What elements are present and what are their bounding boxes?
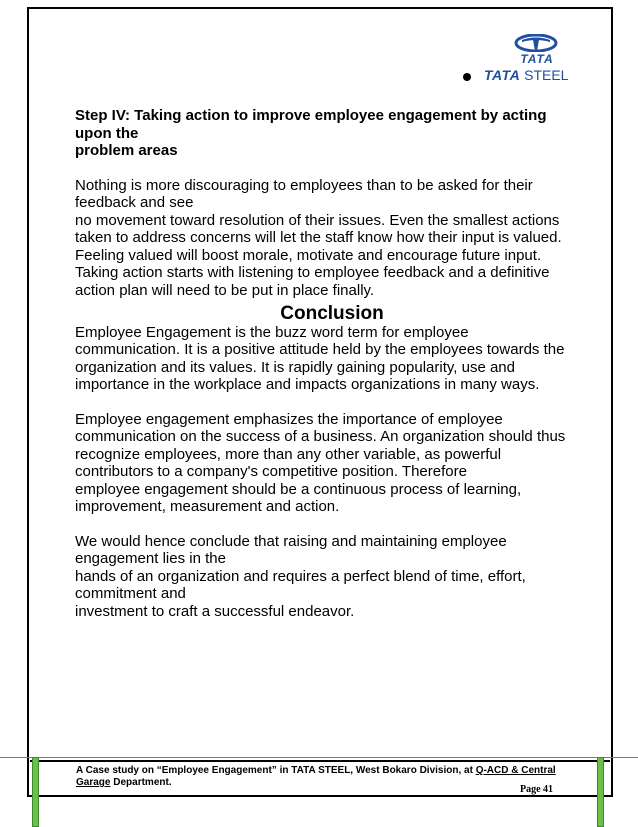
footer-left-green-bar [32, 757, 39, 827]
footer-black-rule [30, 760, 610, 762]
conclusion-paragraph-1: Employee Engagement is the buzz word term for employee communication. It is a positive attitude held by the employees towards the organization and its values. It is rapidly gaining popularity, use and importance in the workplace and impacts organizations in many ways. [75, 323, 565, 393]
footer-green-rule [0, 757, 638, 758]
page-body [75, 107, 575, 620]
tata-steel-logo [484, 34, 592, 86]
step4-heading: Step IV: Taking action to improve employee engagement by acting upon the problem areas [75, 107, 547, 159]
footer-right-green-bar [597, 757, 604, 827]
tata-logo-icon [514, 34, 558, 52]
footer-caption: A Case study on “Employee Engagement” in TATA STEEL, West Bokaro Division, at Q-ACD & Central Garage Department. [76, 765, 556, 788]
bullet-dot [463, 73, 471, 81]
conclusion-paragraph-3: We would hence conclude that raising and maintaining employee engagement lies in the hands of an organization and requires a perfect blend of time, effort, commitment and investment to craft a successful endeavor. [75, 532, 526, 620]
conclusion-heading: Conclusion [280, 303, 384, 324]
logo-tata-text: TATA [520, 52, 554, 66]
conclusion-paragraph-2: Employee engagement emphasizes the importance of employee communication on the success of a business. An organization should thus recognize employees, more than any other variable, as powerful contributors to a company's competitive position. Therefore employee engagement should be a continuous process of learning, improvement, measurement and action. [75, 410, 566, 515]
logo-tata-steel-text: TATA STEEL [484, 67, 569, 83]
page-number: Page 41 [520, 784, 554, 795]
step4-paragraph: Nothing is more discouraging to employees than to be asked for their feedback and see no movement toward resolution of their issues. Even the smallest actions taken to address concerns will let the staff know how their input is valued. Feeling valued will boost morale, motivate and encourage future input. Taking action starts with listening to employee feedback and a definitive action plan will need to be put in place finally. [75, 176, 562, 299]
